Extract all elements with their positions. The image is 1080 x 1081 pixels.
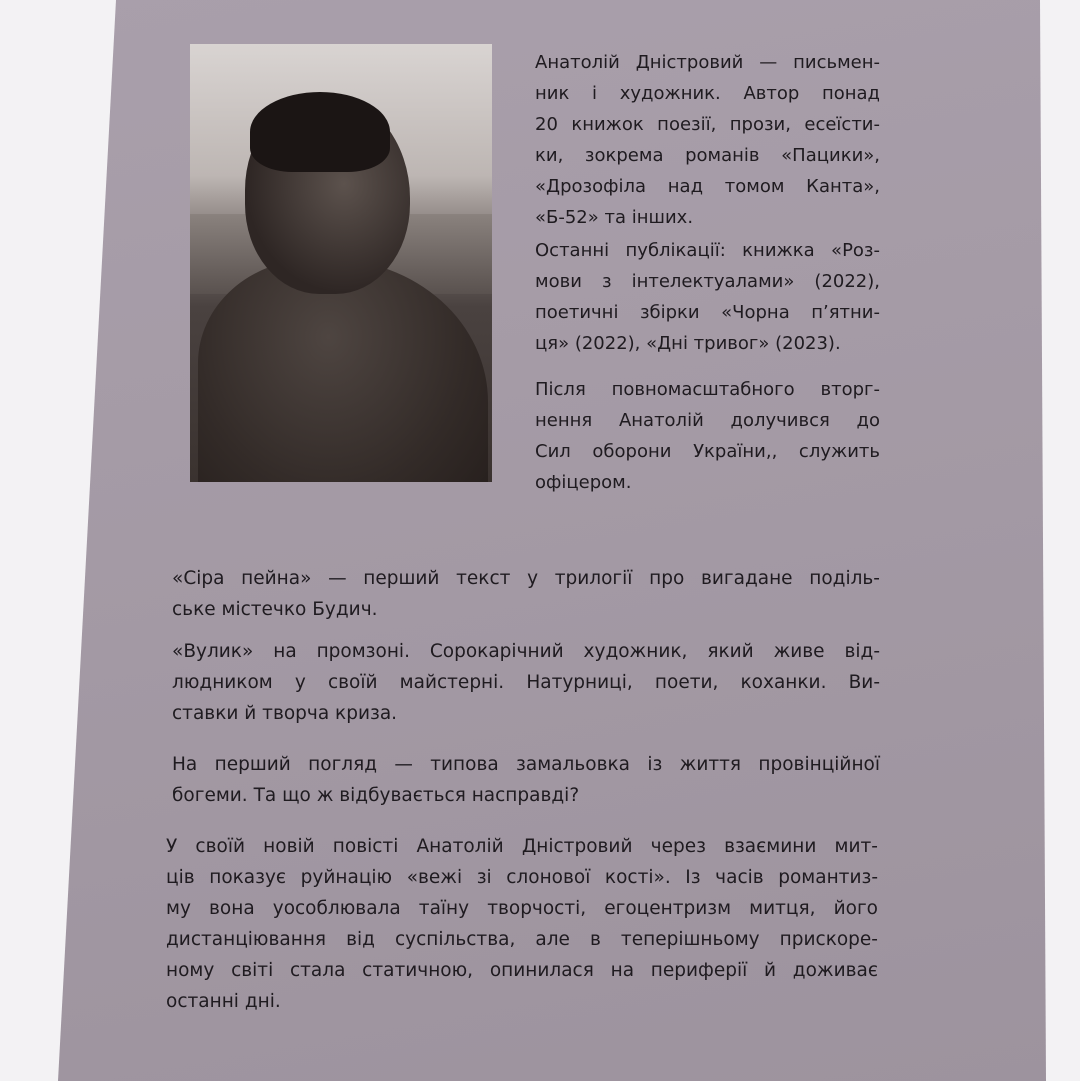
text-line: офіцером. xyxy=(535,472,632,493)
text-line: «Дрозофіла над томом Канта», xyxy=(535,176,880,197)
annotation-paragraph-2 xyxy=(172,636,880,729)
bio-paragraph-2 xyxy=(535,235,880,359)
text-line: нення Анатолій долучився до xyxy=(535,410,880,431)
text-line: «Сіра пейна» — перший текст у трилогії про вигадане поділь- xyxy=(172,568,880,589)
text-line: На перший погляд — типова замальовка із життя провінційної xyxy=(172,754,880,775)
text-line: 20 книжок поезії, прози, есеїсти- xyxy=(535,114,880,135)
text-line: ному світі стала статичною, опинилася на периферії й доживає xyxy=(166,960,878,981)
text-line: ник і художник. Автор понад xyxy=(535,83,880,104)
text-line: ставки й творча криза. xyxy=(172,703,398,724)
text-line: «Вулик» на промзоні. Сорокарічний художник, який живе від- xyxy=(172,641,880,662)
text-line: ців показує руйнацію «вежі зі слонової кості». Із часів романтиз- xyxy=(166,867,878,888)
photo-author-hair xyxy=(250,92,390,172)
bio-paragraph-3 xyxy=(535,374,880,498)
annotation-paragraph-4 xyxy=(166,831,878,1017)
text-line: ця» (2022), «Дні тривог» (2023). xyxy=(535,333,841,354)
text-line: Сил оборони України,, служить xyxy=(535,441,880,462)
text-line: поетичні збірки «Чорна п’ятни- xyxy=(535,302,880,323)
author-photo xyxy=(190,44,492,482)
text-line: Останні публікації: книжка «Роз- xyxy=(535,240,880,261)
annotation-paragraph-1 xyxy=(172,563,880,625)
text-line: богеми. Та що ж відбувається насправді? xyxy=(172,785,580,806)
text-line: Анатолій Дністровий — письмен- xyxy=(535,52,880,73)
annotation-paragraph-3 xyxy=(172,749,880,811)
text-line: Після повномасштабного вторг- xyxy=(535,379,880,400)
text-line: останні дні. xyxy=(166,991,281,1012)
text-line: му вона уособлювала таїну творчості, егоцентризм митця, його xyxy=(166,898,878,919)
text-line: мови з інтелектуалами» (2022), xyxy=(535,271,880,292)
text-line: ки, зокрема романів «Пацики», xyxy=(535,145,880,166)
text-line: людником у своїй майстерні. Натурниці, поети, коханки. Ви- xyxy=(172,672,880,693)
text-line: ське містечко Будич. xyxy=(172,599,378,620)
text-line: дистанціювання від суспільства, але в теперішньому прискоре- xyxy=(166,929,878,950)
text-line: У своїй новій повісті Анатолій Дністровий через взаємини мит- xyxy=(166,836,878,857)
text-line: «Б-52» та інших. xyxy=(535,207,694,228)
bio-paragraph-1 xyxy=(535,47,880,233)
